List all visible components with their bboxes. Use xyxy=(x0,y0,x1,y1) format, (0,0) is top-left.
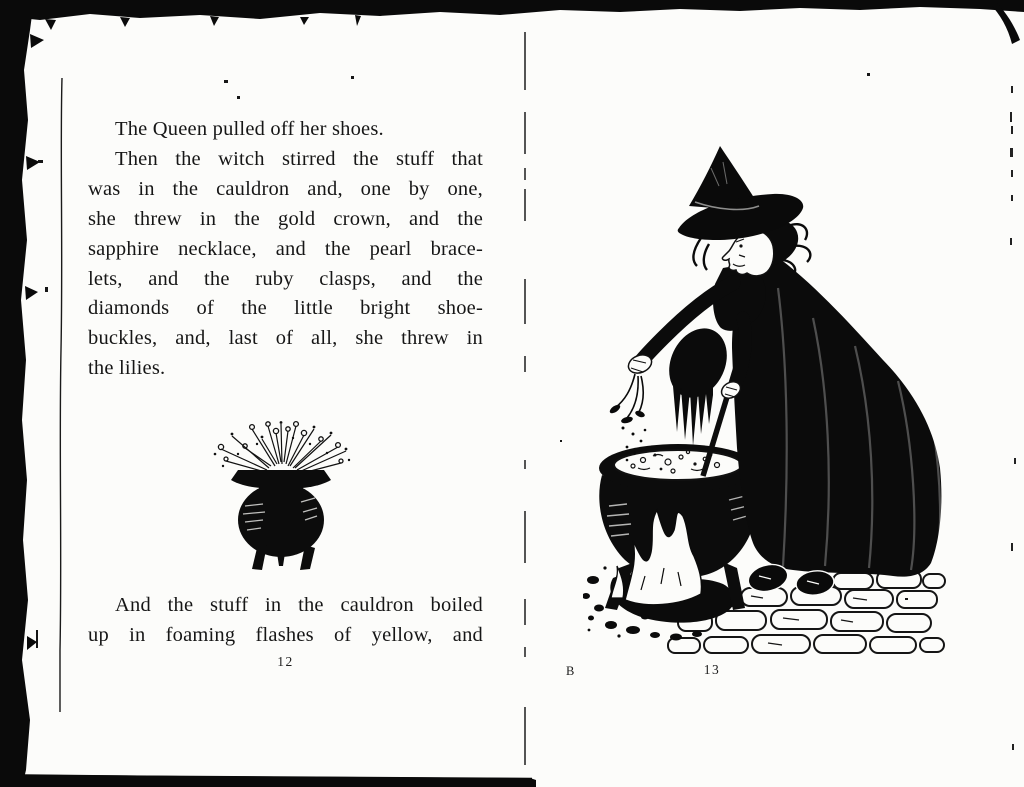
witch-eye xyxy=(739,244,742,247)
text-line: buckles, and, last of all, she threw in xyxy=(88,327,483,350)
sparking-cauldron-illustration xyxy=(205,420,357,570)
story-paragraph-2 xyxy=(88,591,483,651)
sparks xyxy=(221,424,346,474)
text-line: up in foaming flashes of yellow, and xyxy=(88,623,483,646)
text-line: she threw in the gold crown, and the xyxy=(88,207,483,230)
text-line: sapphire necklace, and the pearl brace- xyxy=(88,237,483,260)
page-number-left: 12 xyxy=(277,654,294,669)
text-line: diamonds of the little bright shoe- xyxy=(88,297,483,320)
text-line: was in the cauldron and, one by one, xyxy=(88,177,483,200)
text-line: lets, and the ruby clasps, and the xyxy=(88,267,483,290)
page-number-right: 13 xyxy=(703,662,721,677)
cauldron-soup xyxy=(614,450,742,480)
story-paragraph-1 xyxy=(88,115,483,384)
text-line: the lilies. xyxy=(88,357,166,380)
shawl-fringe xyxy=(673,386,713,446)
text-line: Then the witch stirred the stuff that xyxy=(115,147,483,170)
lilies xyxy=(608,374,646,454)
cauldron-pot xyxy=(231,470,331,570)
witch-head xyxy=(678,146,811,276)
text-line: And the stuff in the cauldron boiled xyxy=(115,594,483,616)
text-line: The Queen pulled off her shoes. xyxy=(115,118,384,140)
signature-mark: B xyxy=(566,664,575,678)
witch-illustration xyxy=(583,138,985,665)
